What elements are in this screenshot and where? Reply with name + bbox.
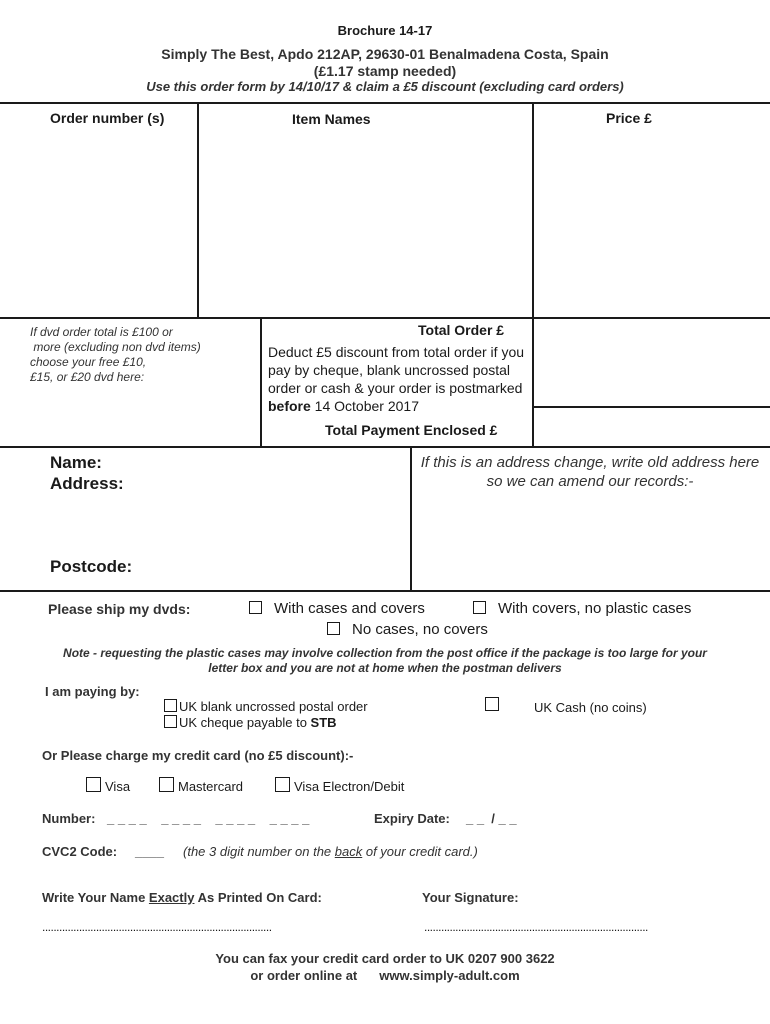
card-mastercard[interactable] xyxy=(159,777,243,794)
expiry-label: Expiry Date: xyxy=(374,811,450,826)
online-note xyxy=(0,968,770,983)
ship-option-covers-only[interactable] xyxy=(473,600,691,617)
deadline-note: Use this order form by 14/10/17 & claim a £5 discount (excluding card orders) xyxy=(146,79,624,94)
cvc-label: CVC2 Code: xyxy=(42,844,118,859)
address-label: Address: xyxy=(50,474,124,493)
checkbox[interactable] xyxy=(485,697,499,711)
ship-option-cases-covers[interactable] xyxy=(249,600,425,617)
checkbox[interactable] xyxy=(164,699,177,712)
brochure-title: Brochure 14-17 xyxy=(337,23,433,38)
cvc-note-text: (the 3 digit number on the xyxy=(183,844,335,859)
ship-label: Please ship my dvds: xyxy=(48,601,191,617)
pay-option-label: UK cheque payable to xyxy=(179,715,311,730)
pay-cash-checkbox[interactable] xyxy=(485,697,504,715)
card-name-label-exactly: Exactly xyxy=(148,890,195,905)
free-dvd-note-line: If dvd order total is £100 or xyxy=(30,325,173,339)
paying-by-label: I am paying by: xyxy=(45,684,140,699)
card-electron[interactable] xyxy=(275,777,404,794)
divider xyxy=(0,446,770,448)
pay-postal-order[interactable] xyxy=(164,699,368,714)
card-name-field[interactable]: ................................................................................. xyxy=(42,920,272,934)
stamp-note: (£1.17 stamp needed) xyxy=(313,63,457,79)
charge-card-label: Or Please charge my credit card (no £5 discount):- xyxy=(42,748,354,763)
order-number-field[interactable] xyxy=(2,106,194,314)
name-label: Name: xyxy=(50,453,102,472)
card-option-label: Visa xyxy=(105,779,131,794)
total-payment-label: Total Payment Enclosed £ xyxy=(325,422,498,438)
discount-note xyxy=(268,343,526,415)
divider xyxy=(533,406,770,408)
free-dvd-note-line: £15, or £20 dvd here: xyxy=(30,370,145,384)
card-number-label: Number: xyxy=(42,811,96,826)
free-dvd-note-line: choose your free £10, xyxy=(30,355,147,369)
card-name-label-text: As Printed On Card: xyxy=(194,890,322,905)
price-header: Price £ xyxy=(606,110,652,126)
card-visa[interactable] xyxy=(86,777,130,794)
expiry-field[interactable]: _ _ / _ _ xyxy=(466,811,517,826)
card-name-label-text: Write Your Name xyxy=(42,890,149,905)
divider xyxy=(0,590,770,592)
checkbox[interactable] xyxy=(86,777,101,792)
signature-field[interactable]: ............................................................................... xyxy=(424,920,648,934)
pay-cash-label: UK Cash (no coins) xyxy=(534,700,647,715)
pay-option-label: UK blank uncrossed postal order xyxy=(179,699,368,714)
cvc-field[interactable]: ____ xyxy=(135,844,164,859)
card-number-field[interactable]: _ _ _ _ _ _ _ _ _ _ _ _ _ _ _ _ xyxy=(107,811,310,826)
card-option-label: Visa Electron/Debit xyxy=(294,779,405,794)
online-note-text: or order online at xyxy=(250,968,358,983)
address-change-note: If this is an address change, write old address here so we can amend our records:- xyxy=(420,454,760,490)
checkbox[interactable] xyxy=(275,777,290,792)
name-address-field[interactable] xyxy=(140,452,405,584)
discount-note-text: Deduct £5 discount from total order if you pay by cheque, blank uncrossed postal order or cash & your order is postmarked xyxy=(268,344,525,396)
divider xyxy=(197,103,199,317)
total-order-field[interactable] xyxy=(537,321,767,403)
divider xyxy=(0,317,770,319)
cvc-note-back: back xyxy=(334,844,363,859)
ship-option-none[interactable] xyxy=(327,621,488,638)
ship-option-label: With cases and covers xyxy=(274,600,425,617)
fax-note: You can fax your credit card order to UK 0207 900 3622 xyxy=(215,951,555,966)
discount-note-date: 14 October 2017 xyxy=(310,398,419,414)
website-link[interactable]: www.simply-adult.com xyxy=(379,968,520,983)
company-address: Simply The Best, Apdo 212AP, 29630-01 Benalmadena Costa, Spain xyxy=(161,46,609,62)
ship-option-label: No cases, no covers xyxy=(352,621,488,638)
total-order-label: Total Order £ xyxy=(418,322,505,338)
item-names-field[interactable] xyxy=(202,132,529,314)
checkbox[interactable] xyxy=(327,622,340,635)
divider xyxy=(0,102,770,104)
checkbox[interactable] xyxy=(159,777,174,792)
ship-option-label: With covers, no plastic cases xyxy=(498,600,692,617)
postcode-label: Postcode: xyxy=(50,557,133,576)
cvc-note xyxy=(183,844,478,859)
free-dvd-note xyxy=(30,325,201,385)
checkbox[interactable] xyxy=(473,601,486,614)
checkbox[interactable] xyxy=(249,601,262,614)
cvc-note-text: of your credit card.) xyxy=(362,844,478,859)
old-address-field[interactable] xyxy=(415,515,765,587)
signature-label: Your Signature: xyxy=(422,890,519,905)
price-field[interactable] xyxy=(537,132,767,314)
divider xyxy=(532,103,534,446)
payee-name: STB xyxy=(310,715,337,730)
free-dvd-note-line: more (excluding non dvd items) xyxy=(30,340,201,354)
card-option-label: Mastercard xyxy=(178,779,244,794)
checkbox[interactable] xyxy=(164,715,177,728)
discount-note-before: before xyxy=(268,398,311,414)
free-dvd-field[interactable] xyxy=(3,390,255,443)
divider xyxy=(410,448,412,590)
order-number-header: Order number (s) xyxy=(50,110,165,126)
pay-cheque[interactable] xyxy=(164,715,337,730)
divider xyxy=(260,318,262,447)
shipping-note: Note - requesting the plastic cases may involve collection from the post office if the package is too large for your letter box and you are not at home when the postman delivers xyxy=(63,646,707,675)
total-payment-field[interactable] xyxy=(537,410,767,443)
item-names-header: Item Names xyxy=(292,111,371,127)
card-name-label xyxy=(42,890,322,905)
